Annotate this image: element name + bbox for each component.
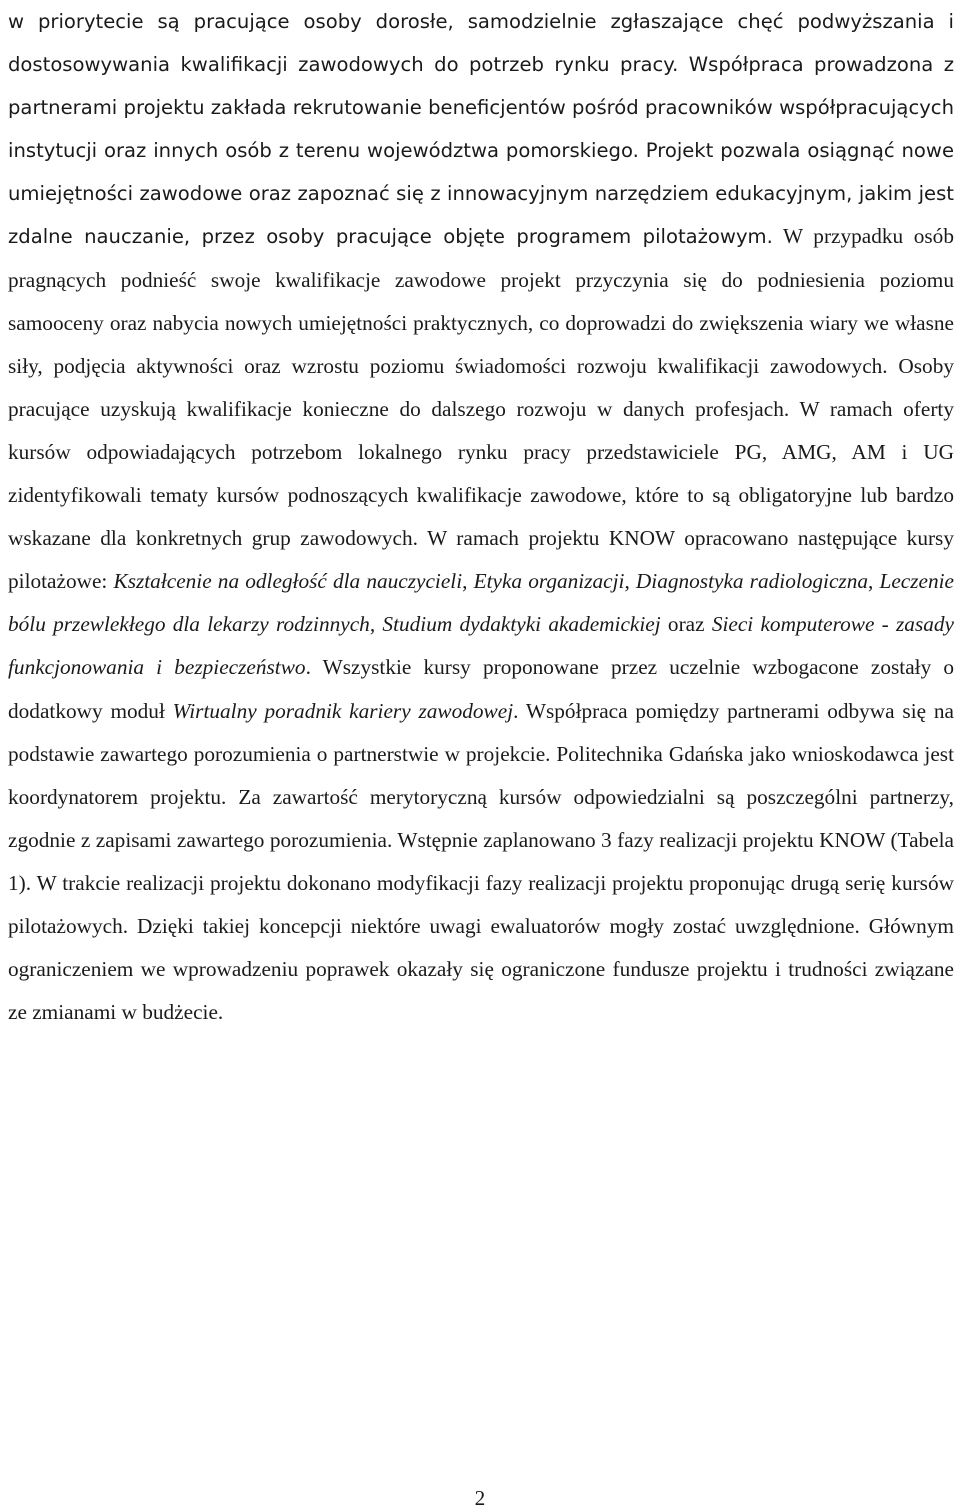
document-page: [8, 0, 954, 1034]
separator-text: ,: [369, 612, 383, 637]
separator-text: oraz: [660, 612, 712, 637]
course-title: Etyka organizacji: [473, 569, 625, 594]
separator-text: ,: [868, 569, 880, 594]
page-number: 2: [474, 1486, 486, 1510]
course-title: Sieci komputerowe - zasady funkcjonowania i bezpieczeństwo: [8, 612, 954, 680]
paragraph-text: W przypadku osób pragnących podnieść swoje kwalifikacje zawodowe projekt przyczynia się do podniesienia poziomu samooceny oraz nabycia nowych umiejętności praktycznych, co doprowadzi do zwiększenia wiary we własne siły, podjęcia aktywności oraz wzrostu poziomu świadomości rozwoju kwalifikacji zawodowych. Osoby pracujące uzyskują kwalifikacje konieczne do dalszego rozwoju w danych profesjach.: [8, 224, 954, 421]
body-paragraph: [8, 0, 954, 1034]
course-title: Leczenie bólu przewlekłego dla lekarzy rodzinnych: [8, 569, 954, 637]
course-title: Studium dydaktyki akademickiej: [382, 612, 661, 637]
paragraph-text: . Wszystkie kursy proponowane przez uczelnie wzbogacone zostały o dodatkowy moduł: [8, 655, 955, 723]
separator-text: ,: [462, 569, 474, 594]
module-title: Wirtualny poradnik kariery zawodowej: [172, 698, 514, 723]
paragraph-text: . Współpraca pomiędzy partnerami odbywa się na podstawie zawartego porozumienia o partnerstwie w projekcie. Politechnika Gdańska jako wnioskodawca jest koordynatorem projektu. Za zawartość merytoryczną kursów odpowiedzialni są poszczególni partnerzy, zgodnie z zapisami zawartego porozumienia. Wstępnie zaplanowano 3 fazy realizacji projektu KNOW (Tabela 1). W trakcie realizacji projektu dokonano modyfikacji fazy realizacji projektu proponując drugą serię kursów pilotażowych. Dzięki takiej koncepcji niektóre uwagi ewaluatorów mogły zostać uwzględnione. Głównym ograniczeniem we wprowadzeniu poprawek okazały się ograniczone fundusze projektu i trudności związane ze zmianami w budżecie.: [8, 698, 954, 1025]
paragraph-intro-text: w priorytecie są pracujące osoby dorosłe, samodzielnie zgłaszające chęć podwyższania i dostosowywania kwalifikacji zawodowych do potrzeb rynku pracy. Współpraca prowadzona z partnerami projektu zakłada rekrutowanie beneficjentów pośród pracowników współpracujących instytucji oraz innych osób z terenu województwa pomorskiego. Projekt pozwala osiągnąć nowe umiejętności zawodowe oraz zapoznać się z innowacyjnym narzędziem edukacyjnym, jakim jest zdalne nauczanie, przez osoby pracujące objęte programem pilotażowym.: [8, 10, 954, 249]
separator-text: ,: [624, 569, 636, 594]
course-title: Diagnostyka radiologiczna: [635, 569, 869, 594]
paragraph-text: W ramach oferty kursów odpowiadających potrzebom lokalnego rynku pracy przedstawiciele PG, AMG, AM i UG zidentyfikowali tematy kursów podnoszących kwalifikacje zawodowe, które to są obligatoryjne lub bardzo wskazane dla konkretnych grup zawodowych. W ramach projektu KNOW opracowano następujące kursy pilotażowe:: [8, 396, 954, 594]
course-title: Kształcenie na odległość dla nauczycieli: [113, 569, 463, 594]
